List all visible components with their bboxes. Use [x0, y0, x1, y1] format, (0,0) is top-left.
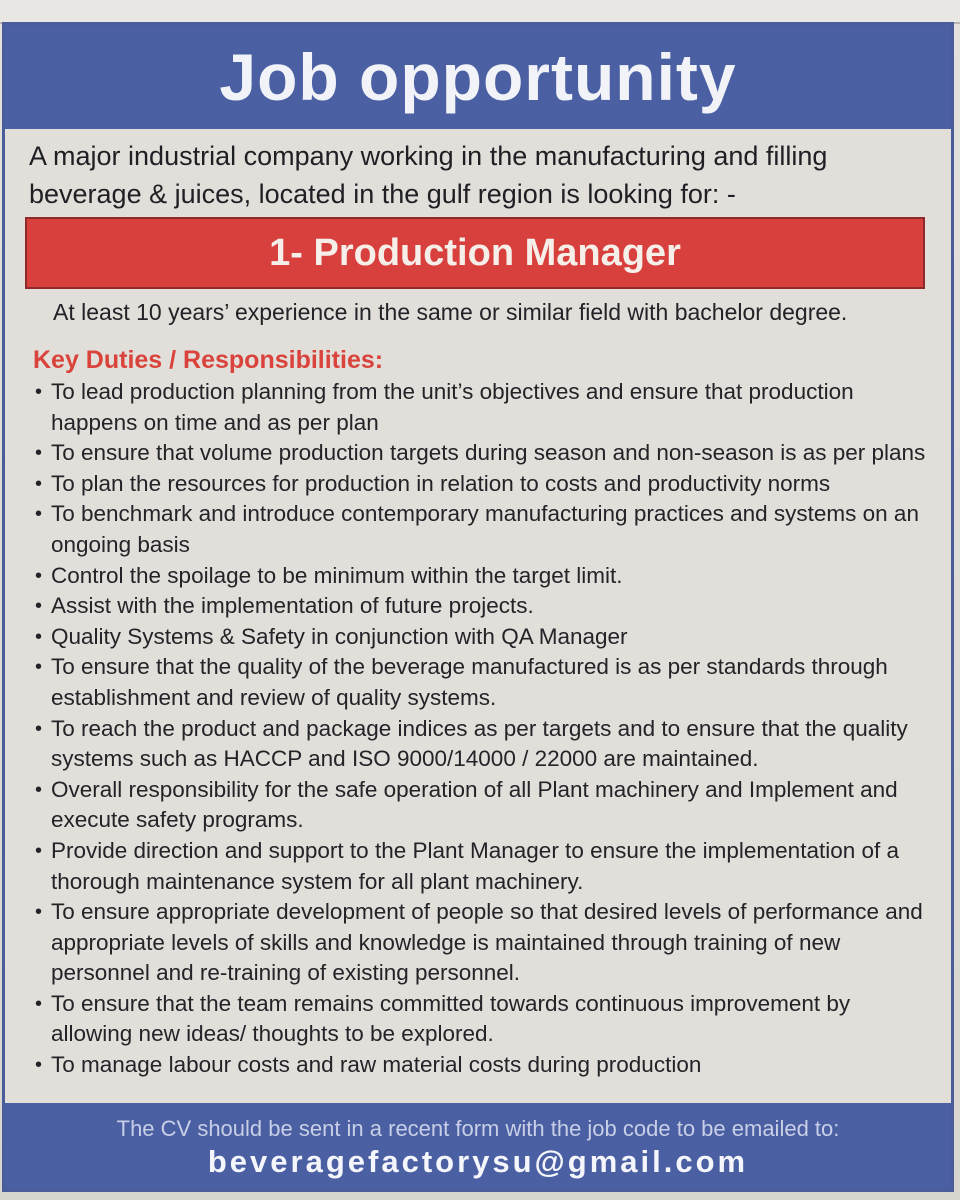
cv-instructions: The CV should be sent in a recent form with the job code to be emailed to:	[116, 1116, 840, 1141]
bullet-icon: •	[35, 381, 43, 403]
intro-text: A major industrial company working in the manufacturing and filling beverage & juices, located in the gulf region is looking for: -	[29, 141, 828, 209]
position-title: 1- Production Manager	[269, 232, 681, 274]
bullet-icon: •	[35, 717, 43, 740]
job-ad-frame	[2, 22, 954, 1192]
duty-item	[33, 438, 933, 469]
duty-text: Quality Systems & Safety in conjunction with QA Manager	[51, 623, 628, 649]
duty-text: To plan the resources for production in relation to costs and productivity norms	[51, 470, 831, 496]
duty-item	[33, 1050, 933, 1081]
duty-item	[33, 561, 933, 592]
duty-item	[33, 652, 933, 713]
bullet-icon: •	[35, 595, 43, 618]
top-strip	[0, 0, 960, 24]
duty-item	[33, 622, 933, 653]
bullet-icon: •	[35, 901, 43, 924]
duty-text: To benchmark and introduce contemporary manufacturing practices and systems on an ongoing basis	[51, 501, 919, 557]
duty-text: To ensure appropriate development of people so that desired levels of performance and appropriate levels of skills and knowledge is maintained through training of new personnel and re-training of existing personnel.	[51, 899, 923, 986]
duty-item	[33, 591, 933, 622]
duty-text: To ensure that the quality of the beverage manufactured is as per standards through establishment and review of quality systems.	[51, 654, 888, 710]
bullet-icon: •	[35, 503, 43, 526]
duty-item	[33, 499, 933, 560]
duty-item	[33, 714, 933, 775]
bullet-icon: •	[35, 839, 43, 862]
contact-email[interactable]: beveragefactorysu@gmail.com	[207, 1144, 749, 1179]
bullet-icon: •	[35, 778, 43, 801]
bullet-icon: •	[35, 625, 43, 648]
duty-text: Control the spoilage to be minimum within the target limit.	[51, 562, 623, 588]
bullet-icon: •	[35, 992, 43, 1015]
ad-footer	[5, 1103, 951, 1189]
duties-heading: Key Duties / Responsibilities:	[33, 346, 384, 374]
experience-requirement: At least 10 years’ experience in the same or similar field with bachelor degree.	[53, 299, 848, 325]
duty-text: To lead production planning from the unit’s objectives and ensure that production happens on time and as per plan	[51, 379, 854, 435]
duty-text: To reach the product and package indices as per targets and to ensure that the quality systems such as HACCP and ISO 9000/14000 / 22000 are maintained.	[51, 715, 908, 772]
ad-header	[5, 25, 951, 129]
bullet-icon: •	[35, 656, 43, 679]
duty-text: Overall responsibility for the safe operation of all Plant machinery and Implement and execute safety programs.	[51, 776, 898, 833]
duty-item	[33, 469, 933, 500]
position-banner	[25, 217, 925, 289]
duty-text: To ensure that volume production targets during season and non-season is as per plans	[51, 440, 926, 466]
ad-title: Job opportunity	[219, 40, 737, 114]
duties-list	[33, 377, 933, 1081]
duty-item	[33, 989, 933, 1050]
duty-text: To manage labour costs and raw material costs during production	[51, 1052, 702, 1078]
bullet-icon: •	[35, 564, 43, 587]
bullet-icon: •	[35, 1054, 43, 1077]
bullet-icon: •	[35, 472, 43, 495]
duty-item	[33, 377, 933, 438]
duty-text: Assist with the implementation of future projects.	[51, 593, 534, 619]
duty-text: Provide direction and support to the Plant Manager to ensure the implementation of a thorough maintenance system for all plant machinery.	[51, 837, 900, 894]
bullet-icon: •	[35, 442, 43, 465]
duty-item	[33, 897, 933, 989]
duty-item	[33, 836, 933, 897]
duty-text: To ensure that the team remains committed towards continuous improvement by allowing new ideas/ thoughts to be explored.	[51, 990, 851, 1047]
duty-item	[33, 775, 933, 836]
